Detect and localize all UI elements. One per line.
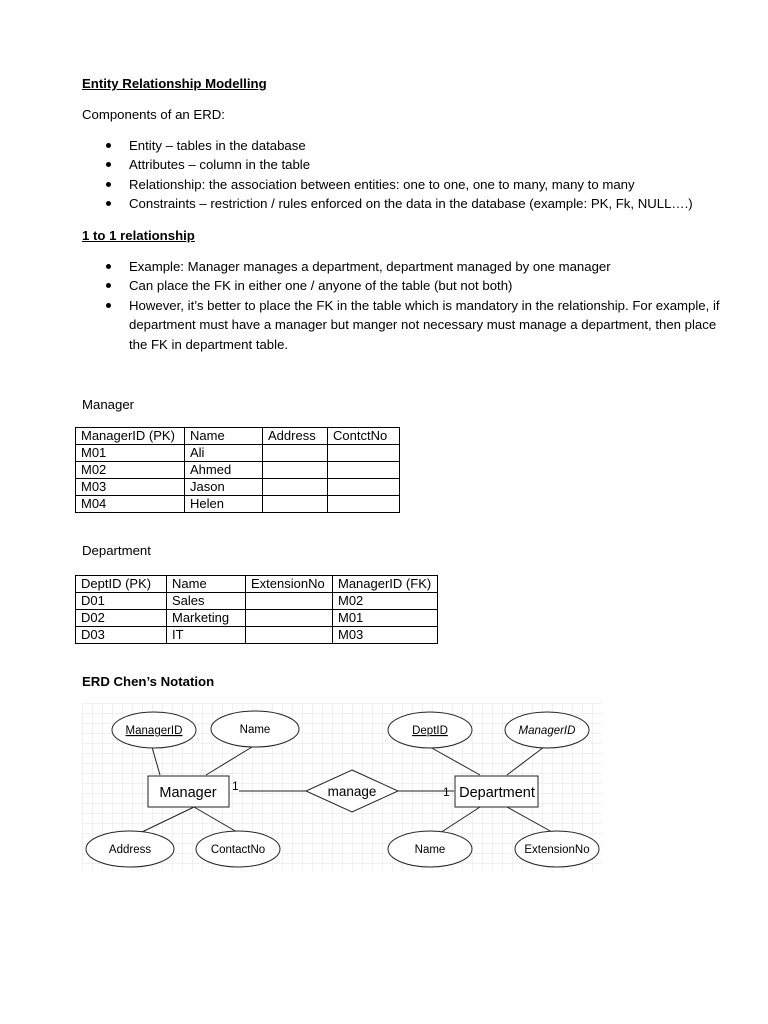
- table-header-cell: ManagerID (FK): [333, 576, 438, 593]
- table-row: [76, 479, 400, 496]
- table-cell: IT: [167, 627, 246, 644]
- table-row: [76, 445, 400, 462]
- table-cell: Jason: [185, 479, 263, 496]
- table-cell: [328, 445, 400, 462]
- attr-label-dept-managerid: ManagerID: [518, 725, 576, 737]
- table-cell: [328, 496, 400, 513]
- table-row: [76, 462, 400, 479]
- table-header-cell: Name: [167, 576, 246, 593]
- table-cell: [263, 479, 328, 496]
- table-cell: M03: [76, 479, 185, 496]
- table-row: [76, 627, 438, 644]
- table-cell: Sales: [167, 593, 246, 610]
- table-cell: Ali: [185, 445, 263, 462]
- attr-label-address: Address: [108, 844, 152, 856]
- list-item: Can place the FK in either one / anyone of the table (but not both): [82, 276, 729, 295]
- table-cell: D02: [76, 610, 167, 627]
- table-header-cell: ManagerID (PK): [76, 428, 185, 445]
- list-item: Entity – tables in the database: [82, 136, 693, 155]
- table-cell: M01: [333, 610, 438, 627]
- entity-label-manager: Manager: [159, 785, 217, 801]
- table-cell: Helen: [185, 496, 263, 513]
- erd-diagram: [82, 703, 602, 871]
- one-to-one-list: [82, 257, 729, 354]
- table-cell: [263, 462, 328, 479]
- table-cell: [246, 610, 333, 627]
- list-item: However, it’s better to place the FK in the table which is mandatory in the relationship. For example, if department must have a manager but manger not necessary must manage a department, then place the FK in department table.: [82, 296, 729, 354]
- list-item: Relationship: the association between entities: one to one, one to many, many to many: [82, 175, 693, 194]
- list-item: Constraints – restriction / rules enforced on the data in the database (example: PK, Fk, NULL….): [82, 194, 693, 213]
- attr-label-managerid: ManagerID: [125, 725, 183, 737]
- department-table-caption: Department: [82, 543, 151, 558]
- table-row: [76, 610, 438, 627]
- table-cell: D03: [76, 627, 167, 644]
- table-cell: [328, 462, 400, 479]
- table-header-cell: ContctNo: [328, 428, 400, 445]
- cardinality-left: 1: [232, 779, 239, 793]
- attr-label-deptid: DeptID: [412, 725, 448, 737]
- attr-label-manager-name: Name: [239, 724, 271, 736]
- table-row: [76, 496, 400, 513]
- erd-heading: ERD Chen’s Notation: [82, 674, 215, 689]
- relationship-label: manage: [327, 784, 377, 799]
- list-item: Attributes – column in the table: [82, 155, 693, 174]
- table-cell: Ahmed: [185, 462, 263, 479]
- table-header-cell: DeptID (PK): [76, 576, 167, 593]
- table-header-row: [76, 428, 400, 445]
- section-heading-one-to-one: 1 to 1 relationship: [82, 228, 195, 243]
- table-cell: M04: [76, 496, 185, 513]
- table-cell: [263, 496, 328, 513]
- table-cell: [263, 445, 328, 462]
- table-row: [76, 593, 438, 610]
- manager-table: [75, 427, 400, 513]
- manager-table-caption: Manager: [82, 397, 135, 412]
- document-heading: Entity Relationship Modelling: [82, 76, 267, 91]
- table-header-row: [76, 576, 438, 593]
- table-cell: M02: [76, 462, 185, 479]
- table-cell: M03: [333, 627, 438, 644]
- cardinality-right: 1: [443, 785, 450, 799]
- attr-label-extensionno: ExtensionNo: [524, 844, 590, 856]
- department-table: [75, 575, 438, 644]
- table-cell: [328, 479, 400, 496]
- entity-label-department: Department: [459, 785, 535, 801]
- table-cell: [246, 627, 333, 644]
- table-cell: Marketing: [167, 610, 246, 627]
- table-header-cell: Address: [263, 428, 328, 445]
- table-cell: M02: [333, 593, 438, 610]
- table-header-cell: Name: [185, 428, 263, 445]
- table-cell: [246, 593, 333, 610]
- table-cell: D01: [76, 593, 167, 610]
- attr-label-dept-name: Name: [414, 844, 446, 856]
- table-header-cell: ExtensionNo: [246, 576, 333, 593]
- list-item: Example: Manager manages a department, department managed by one manager: [82, 257, 729, 276]
- table-cell: M01: [76, 445, 185, 462]
- components-intro: Components of an ERD:: [82, 107, 225, 122]
- components-list: [82, 136, 693, 214]
- attr-label-contactno: ContactNo: [210, 844, 266, 856]
